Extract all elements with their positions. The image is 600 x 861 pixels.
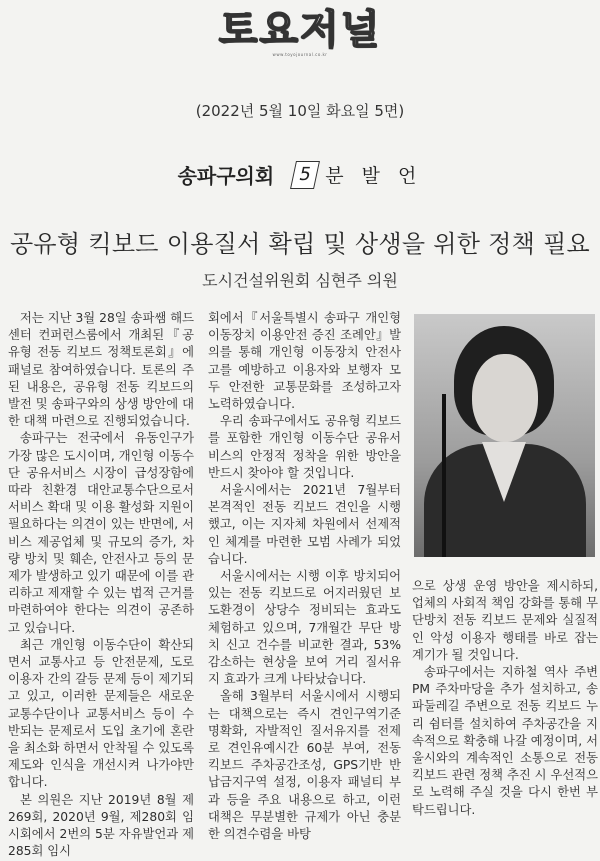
newspaper-url: www.toyojournal.co.kr bbox=[272, 52, 328, 57]
masthead bbox=[0, 8, 600, 57]
paragraph: 올해 3월부터 서울시에서 시행되는 대책으로는 즉시 견인구역기준 명확화, 자발적인 질서유지를 전제로 견인유예시간 60분 부여, 전동 킥보드 주차공간조성, GPS기반 반납금지구역 설정, 이용자 패널티 부과 등을 주요 내용으로 하고, 이런 대책은 무분별한 규제가 아닌 충분한 의견수렴을 바탕 bbox=[208, 689, 401, 842]
article-column-1 bbox=[8, 310, 194, 861]
article-column-3 bbox=[412, 578, 598, 819]
article-byline: 도시건설위원회 심현주 의원 bbox=[202, 271, 398, 290]
paragraph: 저는 지난 3월 28일 송파쌤 해드센터 컨퍼런스룸에서 개최된『공유형 전동 킥보드 정책토론회』에 패널로 참여하였습니다. 토론의 주된 내용은, 공유형 전동 킥보드의 발전 및 송파구와의 상생 방안에 대한 대책 마련으로 진행되었습니다. bbox=[8, 311, 194, 429]
date-line: (2022년 5월 10일 화요일 5면) bbox=[195, 102, 405, 120]
microphone-icon bbox=[442, 394, 446, 557]
paragraph: 서울시에서는 시행 이후 방치되어 있는 전동 킥보드로 어지러웠던 보도환경이 상당수 정비되는 효과도 체험하고 있으며, 7개월간 무단 방치 신고 건수를 비교한 결과, 53% 감소하는 현상을 보여 거리 질서유지 효과가 크게 나타났습니다. bbox=[208, 569, 401, 687]
paragraph: 서울시에서는 2021년 7월부터 본격적인 전동 킥보드 견인을 시행했고, 이는 지자체 차원에서 선제적인 체계를 마련한 모범 사례가 되었습니다. bbox=[208, 483, 401, 566]
five-minute-speech-label bbox=[293, 161, 422, 189]
paragraph: 최근 개인형 이동수단이 확산되면서 교통사고 등 안전문제, 도로 이용자 간의 갈등 문제 등이 제기되고 있고, 이러한 문제들은 새로운 교통수단이나 교통서비스 등이 수반되는 문제로서 도입 초기에 혼란을 최소화 하면서 안착될 수 있도록 제도와 인식을 개선시켜 나가야만 합니다. bbox=[8, 637, 194, 790]
section-header bbox=[0, 160, 600, 189]
newspaper-logo: 토요저널 bbox=[218, 6, 382, 53]
paragraph: 우리 송파구에서도 공유형 킥보드를 포함한 개인형 이동수단 공유서비스의 안정적 정착을 위한 방안을 반드시 찾아야 할 것입니다. bbox=[208, 414, 401, 480]
article-column-2 bbox=[208, 310, 401, 843]
council-name: 송파구의회 bbox=[177, 164, 275, 188]
councilor-photo bbox=[414, 314, 595, 557]
speech-number: 5 bbox=[290, 161, 320, 189]
paragraph: 으로 상생 운영 방안을 제시하되, 업체의 사회적 책임 강화를 통해 무단방치 전동 킥보드 문제와 실질적인 악성 이용자 행태를 바로 잡는 계기가 될 것입니다. bbox=[412, 579, 598, 662]
paragraph: 송파구는 전국에서 유동인구가 가장 많은 도시이며, 개인형 이동수단 공유서비스 시장이 급성장함에 따라 친환경 대안교통수단으로서 서비스 확대 및 이용 활성화 지원이 필요하다는 의견이 있는 반면에, 서비스 제공업체 및 규모의 증가, 차량 방치 및 훼손, 안전사고 등의 문제가 발생하고 있기 때문에 이를 관리하고 제재할 수 있는 법적 근거를 마련하여야 한다는 의견이 공존하고 있습니다. bbox=[8, 431, 194, 635]
speech-label-text: 분 발 언 bbox=[325, 165, 423, 187]
article-headline: 공유형 킥보드 이용질서 확립 및 상생을 위한 정책 필요 bbox=[9, 230, 591, 258]
paragraph: 본 의원은 지난 2019년 8월 제269회, 2020년 9월, 제280회 임시회에서 2번의 5분 자유발언과 제285회 임시 bbox=[8, 792, 194, 859]
paragraph: 송파구에서는 지하철 역사 주변 PM 주차마당을 추가 설치하고, 송파둘레길 주변으로 전동 킥보드 누리 쉼터를 설치하여 주차공간을 지속적으로 확충해 나갈 예정이며, 서울시와의 계속적인 소통으로 전동 킥보드 관련 정책 추진 시 우선적으로 노력해 주실 것을 다시 한번 부탁드립니다. bbox=[412, 665, 598, 817]
paragraph: 회에서『서울특별시 송파구 개인형 이동장치 이용안전 증진 조례안』발의를 통해 개인형 이동장치 안전사고를 예방하고 이용자와 보행자 모두 안전한 교통문화를 조성하고자 노력하였습니다. bbox=[208, 311, 401, 412]
photo-face-shape bbox=[472, 354, 538, 442]
